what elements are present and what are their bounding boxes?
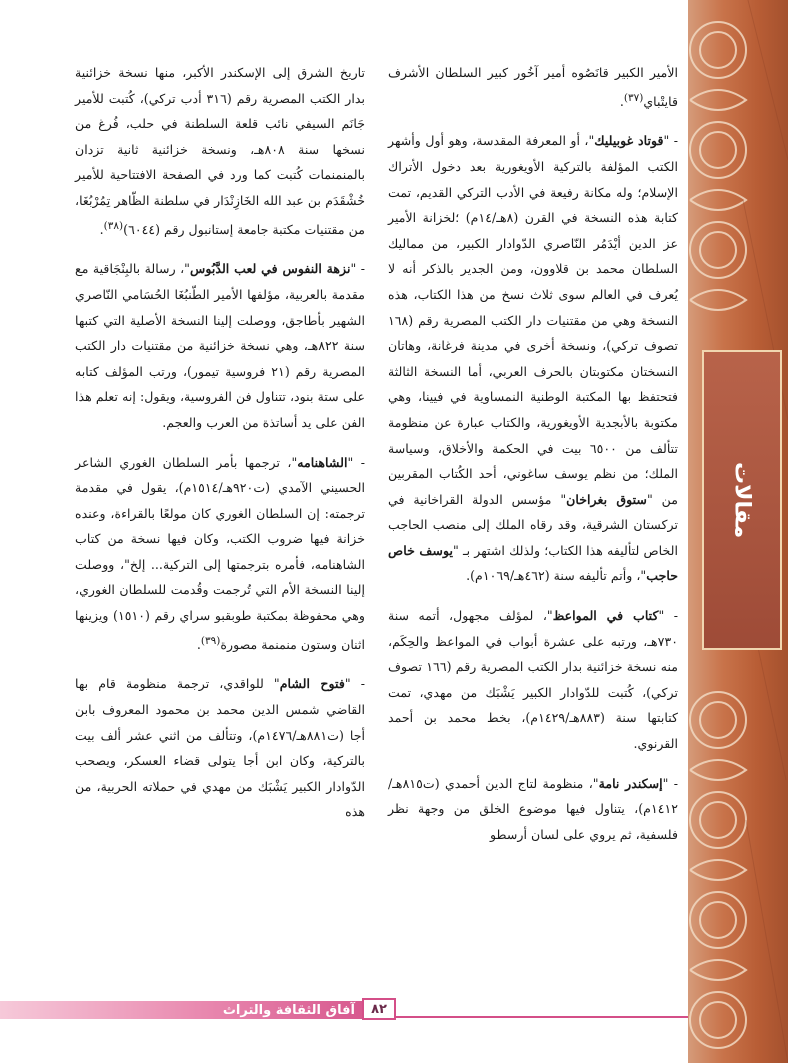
section-label-box [702,350,782,650]
page-number: ٨٢ [362,998,396,1020]
decorative-side-border [688,0,788,1063]
paragraph: - "كتاب في المواعظ"، لمؤلف مجهول، أتمه سنة ٧٣٠هـ، ورتبه على عشرة أبواب في المواعظ والحِكَم، منه نسخة خزائنية بدار الكتب المصرية رقم (١٦٦ تصوف تركي)، كُتبت للدّوادار الكبير يَشْبَك من مهدي، تمت كتابتها سنة (٨٨٣هـ/١٤٢٩م)، بخط محمد بن أحمد القرنوي. [388,608,678,752]
paragraph: - "الشاهنامه"، ترجمها بأمر السلطان الغوري الشاعر الحسيني الآمدي (ت٩٢٠هـ/١٥١٤م)، يقول في مقدمة ترجمته: إن السلطان الغوري كان مولعًا بالقراءة، وعنده خزانة فيها ضروب الكتب، وكان فيها نسخة من كتاب الشاهنامه، فأمره بترجمتها إلى التركية... إلخ"، ووصلت إلينا النسخة الأم التي تُرجمت وقُدمت للسلطان الغوري، وهي محفوظة بمكتبة طوبقبو سراي رقم (١٥١٠) ويزينها اثنان وستون منمنمة مصورة$^{(٣٩)}$. [75,454,366,652]
paragraph: - "قوتاد غوبيليك"، أو المعرفة المقدسة، وهو أول وأشهر الكتب المؤلفة بالتركية الأويغورية بعد دخول الأتراك الإسلام؛ وله مكانة رفيعة في الأدب التركي القديم، تمت كتابة هذه النسخة في القرن (٨هـ/١٤م) ؛لخزانة الأمير عز الدين أيْدَمُر النّاصري الدّوادار الكبير، من مماليك السلطان محمد بن قلاوون، ومن الجدير بالذكر أنه لا يُعرف في العالم سوى ثلاث نسخ من هذا الكتاب، هذه النسخة وهي من مقتنيات دار الكتب المصرية رقم (١٦٨ تصوف تركي)، ونسخة أخرى في مدينة فرغانة، وهاتان النسختان مكتوبتان بالحرف العربي، أما النسخة الثالثة فتحتفظ بها المكتبة الوطنية النمساوية في فيينا، وهي مكتوبة بالأبجدية الأويغورية، والكتاب عبارة عن منظومة تتألف من ٦٥٠٠ بيت في الحكمة والأخلاق، وسياسة الملك؛ من نظم يوسف ساغوني، أحد الكُتاب المقربين من "ستوق بغراخان" مؤسس الدولة القراخانية في تركستان الشرقية، وقد رقاه الملك إلى منصب الحاجب الخاص لتأليفه هذا الكتاب؛ ولذلك اشتهر بـ "يوسف خاص حاجب"، وأتم تأليفه سنة (٤٦٢هـ/١٠٦٩م). [388,133,679,584]
text-column-right [388,60,678,861]
journal-title: آفاق الثقافة والتراث [222,1002,355,1018]
footer-divider [396,1016,688,1018]
section-label: مقالات [729,461,755,539]
paragraph: - "إسكندر نامة"، منظومة لتاج الدين أحمدي (ت٨١٥هـ/١٤١٢م)، يتناول فيها موضوع الخلق من وجهة نظر فلسفية، ثم يروي على لسان أرسطو [388,775,678,842]
paragraph: - "نزهة النفوس في لعب الدَّبُوس"، رسالة بالبِنْجَاقية مع مقدمة بالعربية، مؤلفها الأمير الطّنبُغَا الحُسَامي النّاصري الشهير بأطاجق، ووصلت إلينا النسخة الأصلية التي كتبها سنة ٨٢٢هـ، وهي نسخة خزائنية من مقتنيات دار الكتب المصرية رقم (٢١ فروسية تيمور)، ورتب المؤلف كتابه على ستة بنود، تتناول فن الفروسية، ويقول: إنه تعلم هذا الفن على يد أساتذة من العرب والعجم. [75,261,366,430]
paragraph: تاريخ الشرق إلى الإسكندر الأكبر، منها نسخة خزائنية بدار الكتب المصرية رقم (٣١٦ أدب تركي)، كُتبت للأمير جَانَم السيفي نائب قلعة السلطنة في حلب، فُرغ من نسخها سنة ٨٠٨هـ، ونسخة خزائنية ثانية تزدان بالمنمنمات كُتبت كما ورد في الصفحة الافتتاحية للأمير خُشْقَدَم بن عبد الله الخَازِنْدَار في سلطنة الظّاهر تِمُرْبُغَا، من مقتنيات مكتبة جامعة إستانبول رقم (٦٠٤٤)$^{(٣٨)}$. [75,65,365,237]
paragraph: الأمير الكبير قانَصُوه أمير آخُور كبير السلطان الأشرف قايتْباي$^{(٣٧)}$. [388,65,678,109]
text-column-left [75,60,365,839]
paragraph: - "فتوح الشام" للواقدي، ترجمة منظومة قام بها القاضي شمس الدين محمد بن محمود المعروف بابن أجا (ت٨٨١هـ/١٤٧٦م)، وتتألف من اثني عشر ألف بيت بالتركية، وكان ابن أجا يتولى قضاء العسكر، ويصحب الدّوادار الكبير يَشْبَك من مهدي في حملاته الحربية، من هذه [75,676,366,820]
footer-band [0,1001,395,1019]
